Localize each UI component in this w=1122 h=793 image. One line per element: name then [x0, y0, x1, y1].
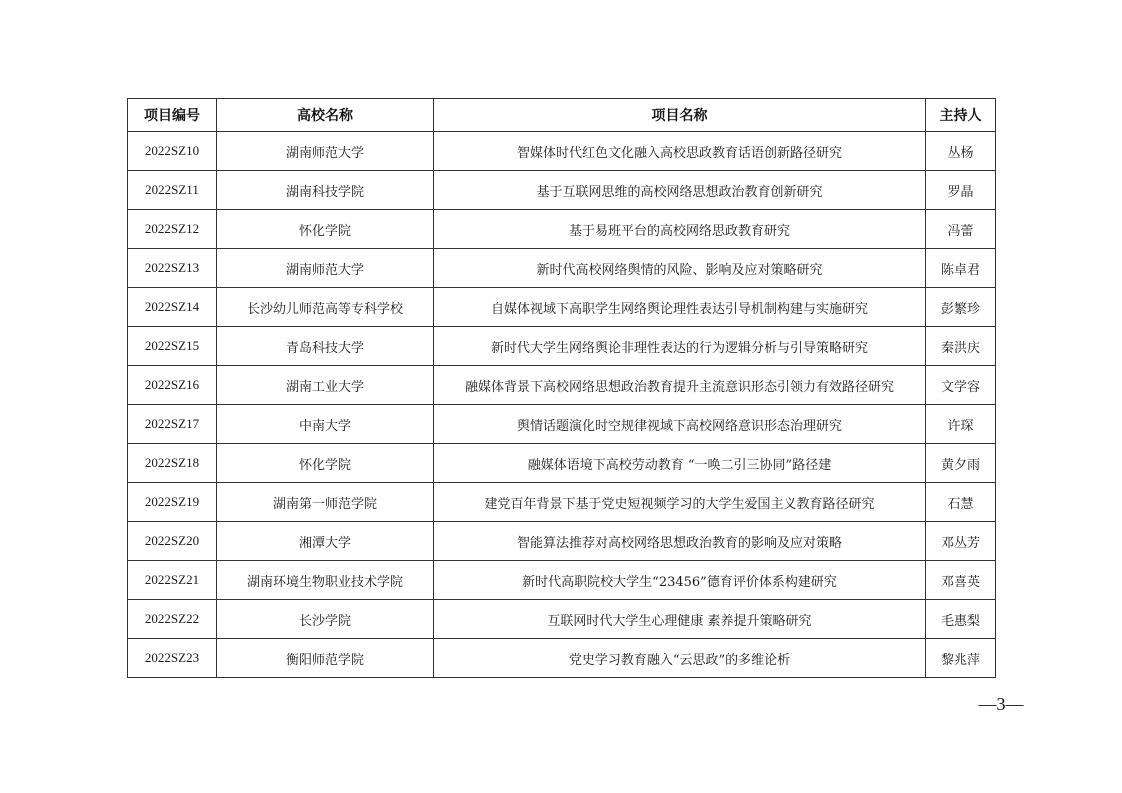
header-university: 高校名称 — [217, 99, 434, 132]
project-id-cell: 2022SZ12 — [128, 210, 217, 249]
project-title-cell: 智能算法推荐对高校网络思想政治教育的影响及应对策略 — [434, 522, 926, 561]
project-table — [127, 98, 996, 678]
university-cell: 湖南师范大学 — [217, 249, 434, 288]
table-row — [128, 288, 996, 327]
project-title-cell: 基于互联网思维的高校网络思想政治教育创新研究 — [434, 171, 926, 210]
project-title-cell: 互联网时代大学生心理健康 素养提升策略研究 — [434, 600, 926, 639]
project-title-cell: 新时代高校网络舆情的风险、影响及应对策略研究 — [434, 249, 926, 288]
leader-cell: 邓喜英 — [926, 561, 996, 600]
university-cell: 湖南工业大学 — [217, 366, 434, 405]
university-cell: 衡阳师范学院 — [217, 639, 434, 678]
leader-cell: 秦洪庆 — [926, 327, 996, 366]
leader-cell: 罗晶 — [926, 171, 996, 210]
table-row — [128, 639, 996, 678]
project-title-cell: 新时代高职院校大学生“23456”德育评价体系构建研究 — [434, 561, 926, 600]
project-id-cell: 2022SZ17 — [128, 405, 217, 444]
project-id-cell: 2022SZ13 — [128, 249, 217, 288]
table-row — [128, 600, 996, 639]
table-row — [128, 249, 996, 288]
university-cell: 湖南第一师范学院 — [217, 483, 434, 522]
project-title-cell: 融媒体语境下高校劳动教育 “一唤二引三协同”路径建 — [434, 444, 926, 483]
project-title-cell: 舆情话题演化时空规律视域下高校网络意识形态治理研究 — [434, 405, 926, 444]
project-id-cell: 2022SZ21 — [128, 561, 217, 600]
university-cell: 青岛科技大学 — [217, 327, 434, 366]
leader-cell: 毛惠梨 — [926, 600, 996, 639]
project-title-cell: 新时代大学生网络舆论非理性表达的行为逻辑分析与引导策略研究 — [434, 327, 926, 366]
table-row — [128, 171, 996, 210]
header-project-id: 项目编号 — [128, 99, 217, 132]
project-title-cell: 融媒体背景下高校网络思想政治教育提升主流意识形态引领力有效路径研究 — [434, 366, 926, 405]
university-cell: 怀化学院 — [217, 210, 434, 249]
header-leader: 主持人 — [926, 99, 996, 132]
table-row — [128, 132, 996, 171]
university-cell: 湖南师范大学 — [217, 132, 434, 171]
leader-cell: 文学容 — [926, 366, 996, 405]
university-cell: 怀化学院 — [217, 444, 434, 483]
project-title-cell: 党史学习教育融入“云思政”的多维论析 — [434, 639, 926, 678]
leader-cell: 许琛 — [926, 405, 996, 444]
leader-cell: 彭繁珍 — [926, 288, 996, 327]
project-id-cell: 2022SZ10 — [128, 132, 217, 171]
leader-cell: 黄夕雨 — [926, 444, 996, 483]
project-id-cell: 2022SZ20 — [128, 522, 217, 561]
project-title-cell: 自媒体视域下高职学生网络舆论理性表达引导机制构建与实施研究 — [434, 288, 926, 327]
table-row — [128, 522, 996, 561]
project-id-cell: 2022SZ19 — [128, 483, 217, 522]
project-id-cell: 2022SZ15 — [128, 327, 217, 366]
project-title-cell: 智媒体时代红色文化融入高校思政教育话语创新路径研究 — [434, 132, 926, 171]
project-id-cell: 2022SZ14 — [128, 288, 217, 327]
university-cell: 长沙学院 — [217, 600, 434, 639]
leader-cell: 陈卓君 — [926, 249, 996, 288]
table-row — [128, 327, 996, 366]
table-header-row — [128, 99, 996, 132]
leader-cell: 石慧 — [926, 483, 996, 522]
project-id-cell: 2022SZ23 — [128, 639, 217, 678]
project-id-cell: 2022SZ11 — [128, 171, 217, 210]
university-cell: 湖南环境生物职业技术学院 — [217, 561, 434, 600]
leader-cell: 丛杨 — [926, 132, 996, 171]
leader-cell: 邓丛芳 — [926, 522, 996, 561]
table-row — [128, 561, 996, 600]
table-row — [128, 366, 996, 405]
table-row — [128, 405, 996, 444]
table-row — [128, 210, 996, 249]
project-id-cell: 2022SZ16 — [128, 366, 217, 405]
leader-cell: 冯蕾 — [926, 210, 996, 249]
project-id-cell: 2022SZ22 — [128, 600, 217, 639]
header-project-title: 项目名称 — [434, 99, 926, 132]
project-title-cell: 建党百年背景下基于党史短视频学习的大学生爱国主义教育路径研究 — [434, 483, 926, 522]
project-id-cell: 2022SZ18 — [128, 444, 217, 483]
table-row — [128, 444, 996, 483]
leader-cell: 黎兆萍 — [926, 639, 996, 678]
table-row — [128, 483, 996, 522]
university-cell: 湘潭大学 — [217, 522, 434, 561]
university-cell: 长沙幼儿师范高等专科学校 — [217, 288, 434, 327]
university-cell: 中南大学 — [217, 405, 434, 444]
project-title-cell: 基于易班平台的高校网络思政教育研究 — [434, 210, 926, 249]
university-cell: 湖南科技学院 — [217, 171, 434, 210]
page-number: —3— — [978, 694, 1024, 714]
